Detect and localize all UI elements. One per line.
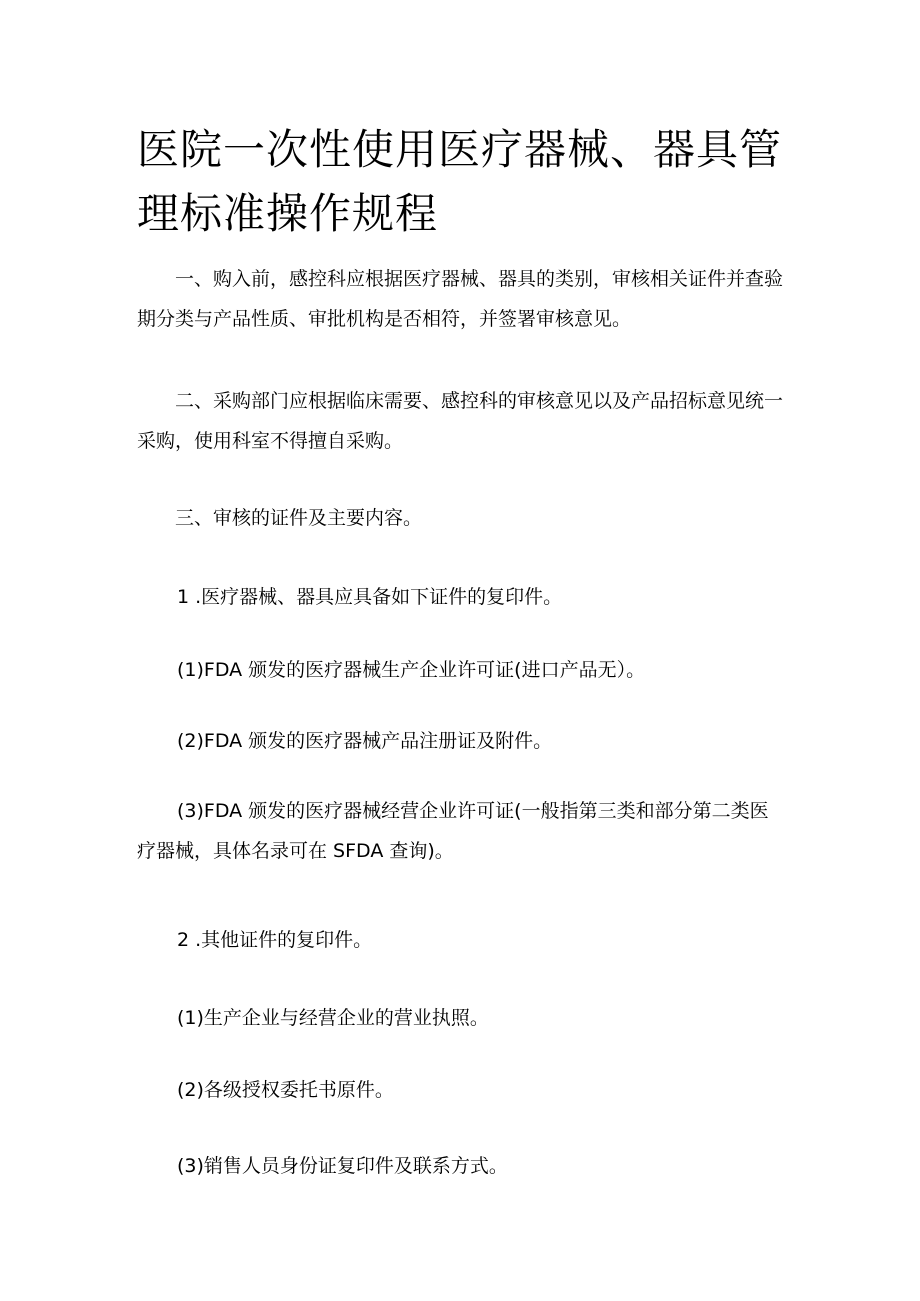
list-item-1-2: (2)FDA 颁发的医疗器械产品注册证及附件。: [177, 730, 553, 752]
list-item-1: 1 .医疗器械、器具应具备如下证件的复印件。: [177, 586, 563, 608]
document-title: 医院一次性使用医疗器械、器具管理标准操作规程: [137, 125, 783, 238]
paragraph-1: 一、购入前，感控科应根据医疗器械、器具的类别，审核相关证件并查验期分类与产品性质、审批机构是否相符，并签署审核意见。: [137, 268, 784, 330]
paragraph-3: 三、审核的证件及主要内容。: [175, 507, 423, 529]
list-item-1-1: (1)FDA 颁发的医疗器械生产企业许可证(进口产品无）。: [177, 659, 646, 681]
list-item-2-1: (1)生产企业与经营企业的营业执照。: [177, 1007, 489, 1029]
paragraph-2: 二、采购部门应根据临床需要、感控科的审核意见以及产品招标意见统一采购，使用科室不得擅自采购。: [137, 390, 784, 452]
list-item-2-2: (2)各级授权委托书原件。: [177, 1079, 394, 1101]
list-item-2-3: (3)销售人员身份证复印件及联系方式。: [177, 1155, 508, 1177]
list-item-2: 2 .其他证件的复印件。: [177, 929, 373, 951]
list-item-1-3: (3)FDA 颁发的医疗器械经营企业许可证(一般指第三类和部分第二类医疗器械，具体名录可在 SFDA 查询)。: [137, 800, 769, 862]
